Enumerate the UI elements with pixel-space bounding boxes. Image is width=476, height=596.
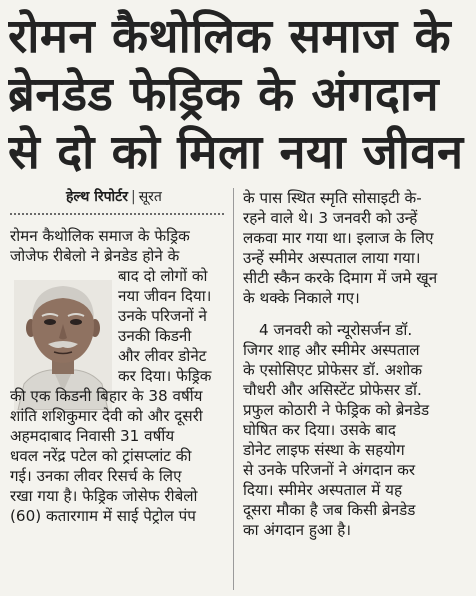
text-line: के पास स्थित स्मृति सोसाइटी के-: [243, 189, 422, 207]
article-column-1: [10, 226, 228, 526]
text-line: शांति शशिकुमार देवी को और दूसरी: [10, 407, 203, 425]
text-line: उन्हें स्मीमेर अस्पताल लाया गया।: [243, 249, 421, 267]
text-line: उनके परिजनों ने: [118, 307, 207, 325]
text-line: की एक किडनी बिहार के 38 वर्षीय: [10, 387, 203, 405]
text-line: बाद दो लोगों को: [118, 267, 208, 285]
text-line: घोषित कर दिया। उसके बाद: [243, 421, 396, 439]
headline-line-1: रोमन कैथोलिक समाज के: [8, 9, 452, 64]
text-line: के एसोसिएट प्रोफेसर डॉ. अशोक: [243, 361, 423, 379]
text-line: अहमदाबाद निवासी 31 वर्षीय: [10, 427, 175, 445]
text-line: दूसरा मौका है जब किसी ब्रेनडेड: [243, 501, 416, 519]
text-line: लकवा मार गया था। इलाज के लिए: [243, 229, 434, 247]
text-line: का अंगदान हुआ है।: [243, 521, 352, 539]
text-line: जोजेफ रीबेलो ने ब्रेनडेड होने के: [10, 247, 180, 265]
paragraph-gap: [243, 308, 469, 320]
text-line: दिया। स्मीमेर अस्पताल में यह: [243, 481, 403, 499]
headline-line-2: ब्रेनडेड फेड्रिक के अंगदान: [8, 67, 440, 122]
text-line: धवल नरेंद्र पटेल को ट्रांसप्लांट की: [10, 447, 192, 465]
article-column-2: [243, 188, 469, 540]
byline-city: सूरत: [138, 189, 162, 205]
text-line: नया जीवन दिया।: [118, 287, 212, 305]
text-line: (60) कतारगाम में साई पेट्रोल पंप: [10, 507, 196, 525]
column-divider: [233, 188, 234, 590]
byline-separator: |: [130, 189, 136, 205]
text-line: जिगर शाह और स्मीमेर अस्पताल: [243, 341, 420, 359]
byline: [66, 188, 162, 206]
text-line: रोमन कैथोलिक समाज के फेड्रिक: [10, 227, 190, 245]
text-line: प्रफुल कोठारी ने फेड्रिक को ब्रेनडेड: [243, 401, 430, 419]
text-line: रहने वाले थे। 3 जनवरी को उन्हें: [243, 209, 418, 227]
text-line: और लीवर डोनेट: [118, 347, 207, 365]
text-line: के थक्के निकाले गए।: [243, 289, 360, 307]
text-line: गई। उनका लीवर रिसर्च के लिए: [10, 467, 182, 485]
headline-line-3: से दो को मिला नया जीवन: [8, 125, 464, 180]
text-line: डोनेट लाइफ संस्था के सहयोग: [243, 441, 405, 459]
text-line: सीटी स्कैन करके दिमाग में जमे खून: [243, 269, 438, 287]
text-line: 4 जनवरी को न्यूरोसर्जन डॉ.: [259, 321, 413, 339]
text-line: रखा गया है। फेड्रिक जोसेफ रीबेलो: [10, 487, 198, 505]
text-line: से उनके परिजनों ने अंगदान कर: [243, 461, 416, 479]
byline-reporter: हेल्थ रिपोर्टर: [66, 189, 128, 205]
text-line: कर दिया। फेड्रिक: [118, 367, 212, 385]
text-line: उनकी किडनी: [118, 327, 192, 345]
text-line: चौधरी और असिस्टेंट प्रोफेसर डॉ.: [243, 381, 422, 399]
dotted-divider: [10, 213, 224, 215]
headline: [8, 8, 468, 182]
